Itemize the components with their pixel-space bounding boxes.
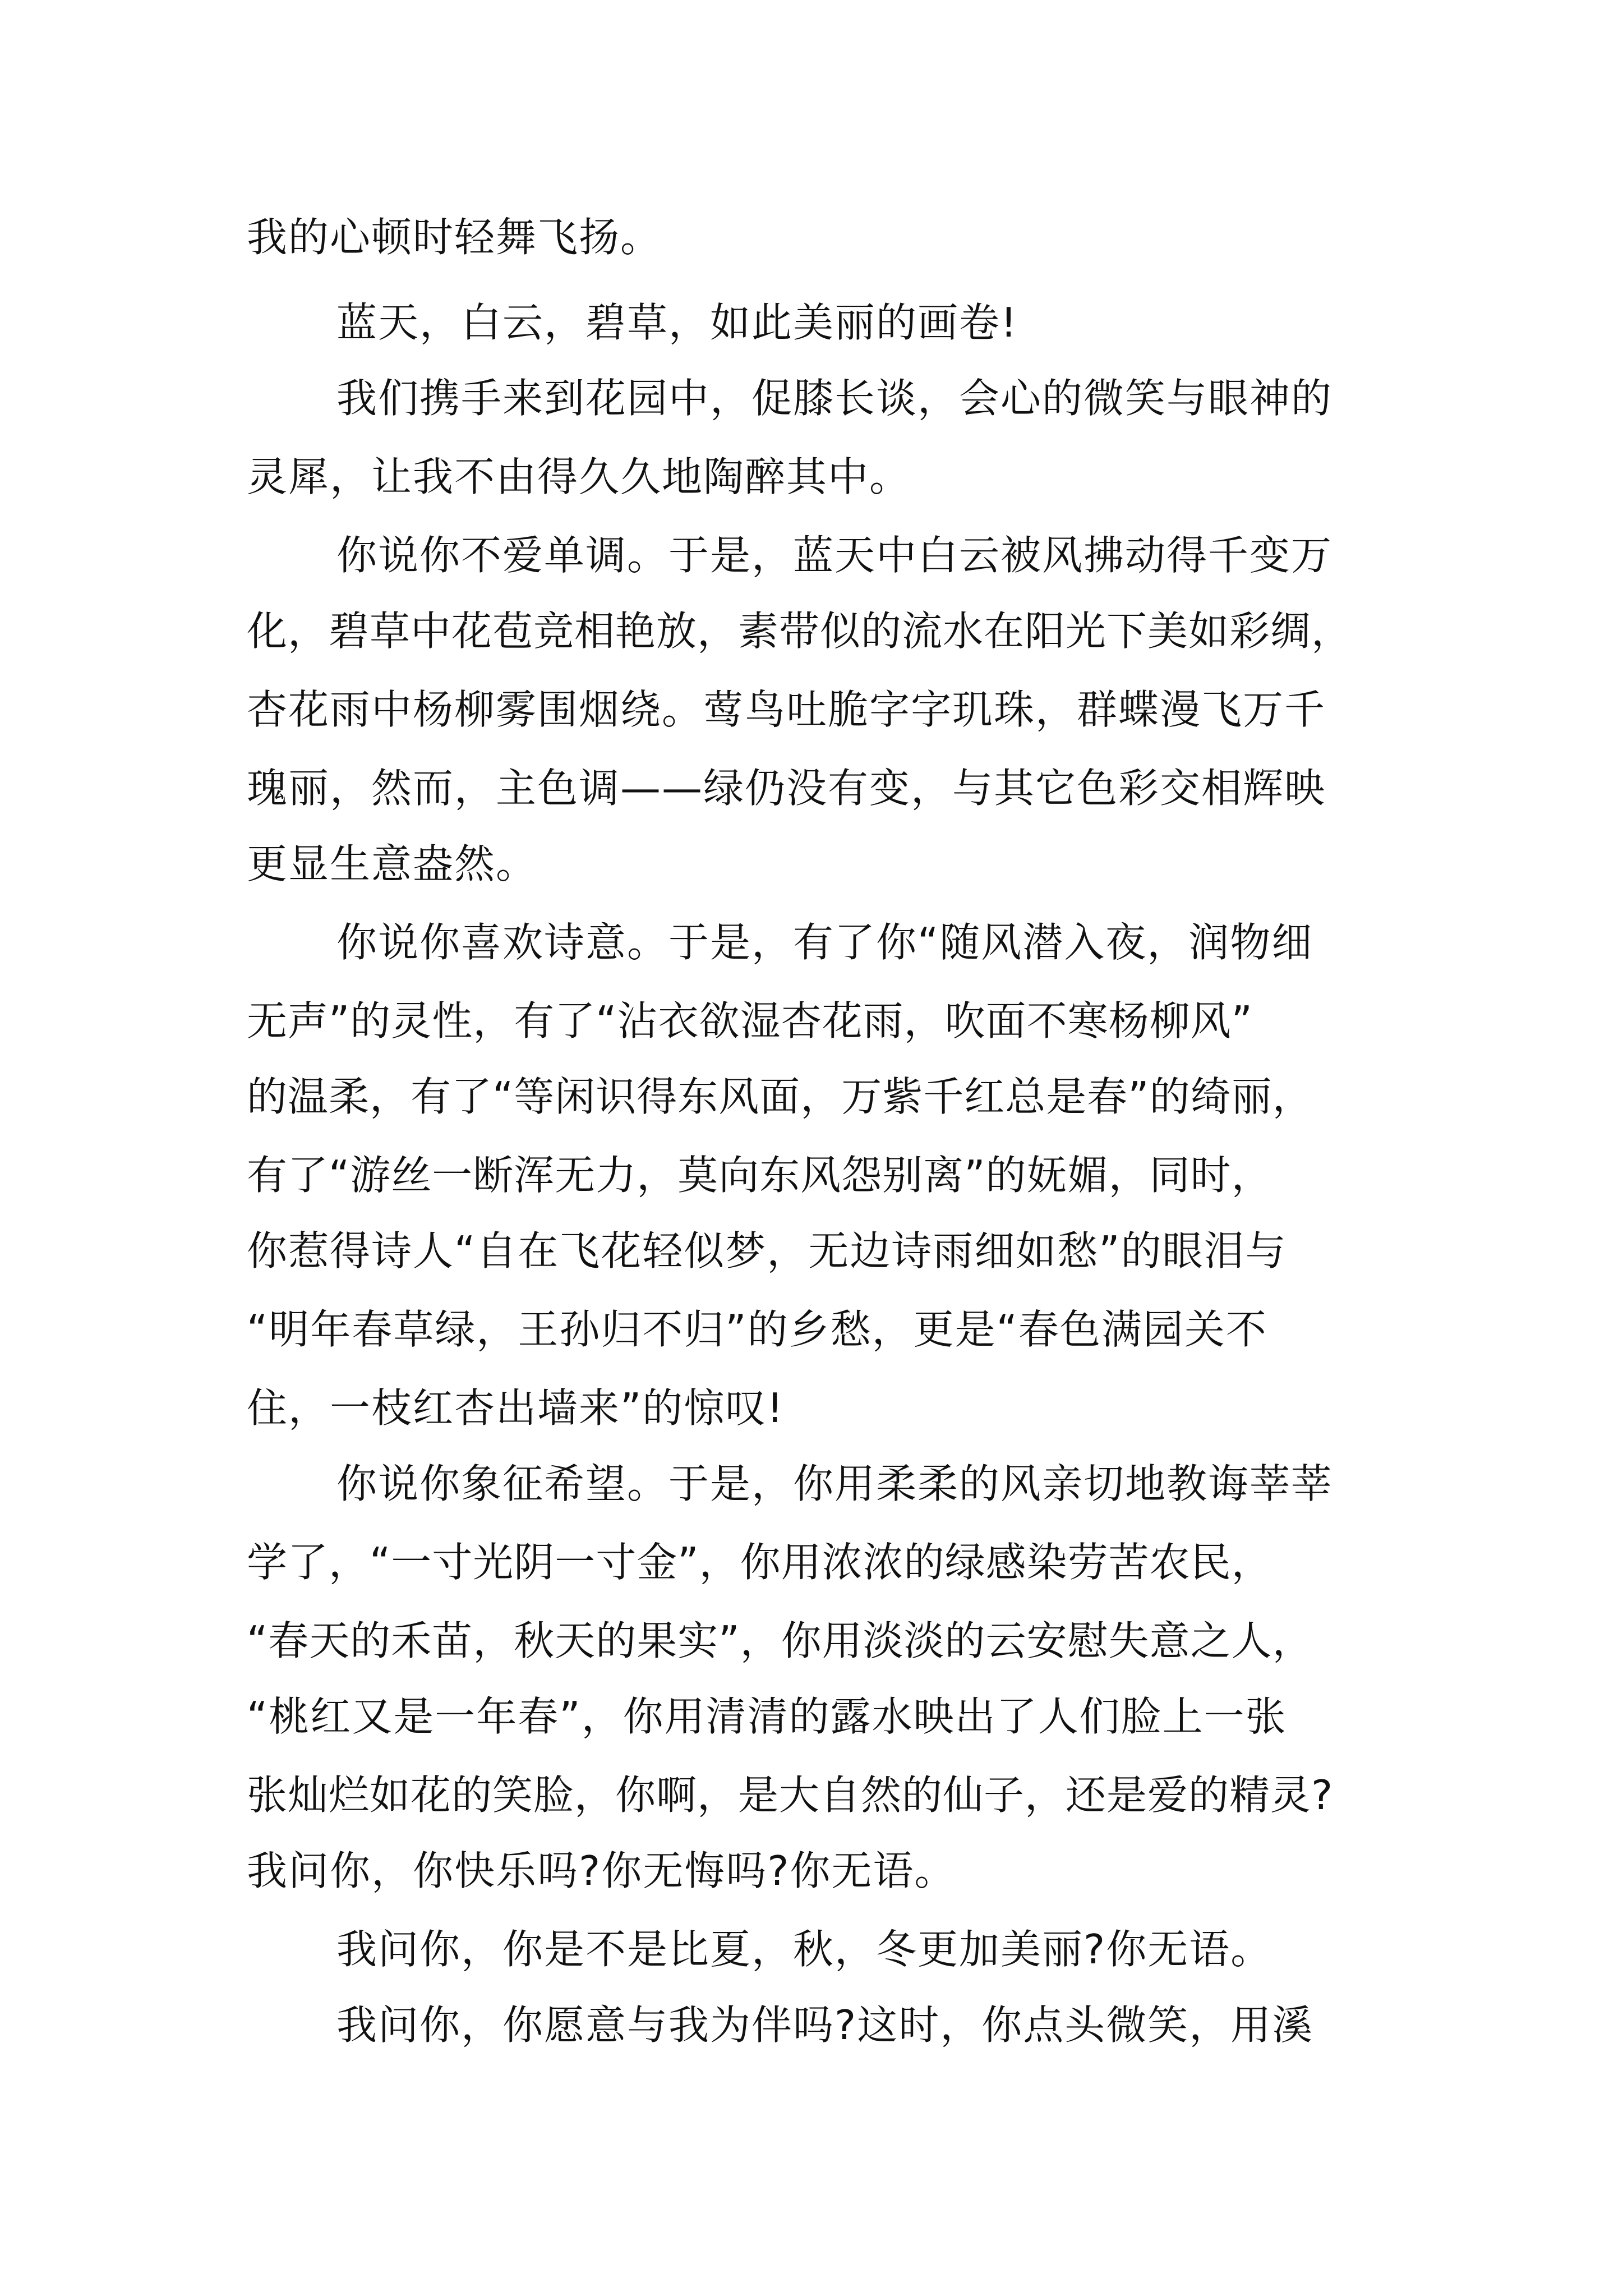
text-line: 学了，“一寸光阴一寸金”，你用浓浓的绿感染劳苦农民， — [247, 1539, 1272, 1586]
paragraph-first-line: 你说你喜欢诗意。于是，有了你“随风潜入夜，润物细 — [336, 919, 1313, 966]
text-line: “桃红又是一年春”，你用清清的露水映出了人们脸上一张 — [247, 1693, 1287, 1740]
paragraph-first-line: 你说你象征希望。于是，你用柔柔的风亲切地教诲莘莘 — [336, 1460, 1333, 1507]
paragraph-first-line: 我问你，你愿意与我为伴吗?这时，你点头微笑，用溪 — [336, 2001, 1314, 2049]
text-line: 我问你，你快乐吗?你无悔吗?你无语。 — [247, 1847, 956, 1894]
paragraph-first-line: 我们携手来到花园中，促膝长谈，会心的微笑与眼神的 — [336, 375, 1333, 422]
text-line: 我的心顿时轻舞飞扬。 — [247, 214, 662, 261]
text-line: “春天的禾苗，秋天的果实”，你用淡淡的云安慰失意之人， — [247, 1617, 1313, 1664]
text-line: 瑰丽，然而，主色调——绿仍没有变，与其它色彩交相辉映 — [247, 765, 1326, 812]
text-line: 住，一枝红杏出墙来”的惊叹! — [247, 1384, 785, 1432]
text-line: 杏花雨中杨柳雾围烟绕。莺鸟吐脆字字玑珠，群蝶漫飞万千 — [247, 686, 1326, 733]
text-line: 化，碧草中花苞竞相艳放，素带似的流水在阳光下美如彩绸， — [247, 608, 1353, 655]
text-line: 无声”的灵性，有了“沾衣欲湿杏花雨，吹面不寒杨柳风” — [247, 997, 1253, 1045]
text-line: “明年春草绿，王孙归不归”的乡愁，更是“春色满园关不 — [247, 1306, 1267, 1353]
paragraph-first-line: 蓝天，白云，碧草，如此美丽的画卷! — [336, 299, 1018, 346]
text-line: 的温柔，有了“等闲识得东风面，万紫千红总是春”的绮丽， — [247, 1073, 1313, 1120]
text-line: 你惹得诗人“自在飞花轻似梦，无边诗雨细如愁”的眼泪与 — [247, 1227, 1287, 1274]
text-line: 灵犀，让我不由得久久地陶醉其中。 — [247, 453, 911, 500]
text-line: 张灿烂如花的笑脸，你啊，是大自然的仙子，还是爱的精灵? — [247, 1772, 1334, 1819]
text-line: 更显生意盎然。 — [247, 840, 538, 887]
paragraph-first-line: 我问你，你是不是比夏，秋，冬更加美丽?你无语。 — [336, 1926, 1272, 1973]
text-line: 有了“游丝一断浑无力，莫向东风怨别离”的妩媚，同时， — [247, 1152, 1272, 1199]
paragraph-first-line: 你说你不爱单调。于是，蓝天中白云被风拂动得千变万 — [336, 532, 1333, 579]
